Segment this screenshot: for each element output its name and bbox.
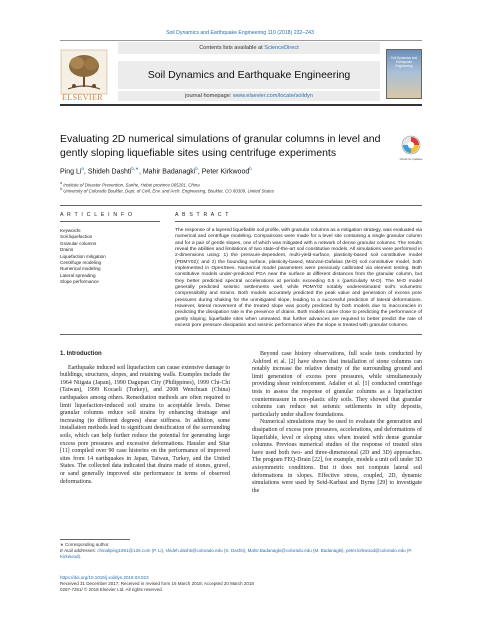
author-name[interactable]: Ping Li xyxy=(60,168,82,176)
abstract-text: The response of a layered liquefiable soil profile, with granular columns as a mitigation strategy, was evaluated via numerical and centrifuge modeling. Comparisons were made for a level site containing a single granular column and for a pair of gentle slopes, one of which was mitigated with a network of dense granular columns. The results reveal the abilities and limitations of two state-of-the-art soil constitutive models. All simulations were performed in 2-dimensions using: 1) the pressure-dependent, multi-yield-surface, plasticity-based soil constitutive model (PDMY02); and 2) the bounding surface, plasticity-based, Manzari-Dafalias (M-D) soil constitutive model, both implemented in OpenSees. Numerical model parameters were previously calibrated via element testing. Both constitutive models under-predicted PGA near the surface at different distances from the granular column, but they better predicted spectral accelerations at periods exceeding 0.5 s (particularly M-D). The M-D model generally predicted seismic settlements well, while PDMY02 notably underestimated soil's volumetric compressibility and strains. Both models accurately predicted the peak value and generation of excess pore pressures during shaking for the unmitigated slope, leading to a successful prediction of lateral deformations. However, lateral movement of the treated slope was poorly predicted by both models due to inaccuracies in predicting the dissipation rate in the presence of drains. Both models came close to predicting the performance of gently sloping, liquefiable sites when untreated. But further advances are required to better predict the rate of excess pore pressure dissipation and seismic performance when the slope is treated with granular columns. xyxy=(175,228,422,329)
keyword: Liquefaction mitigation xyxy=(60,253,106,259)
crossmark-icon[interactable] xyxy=(401,135,421,157)
journal-homepage xyxy=(118,91,380,101)
body-paragraph: Earthquake induced soil liquefaction can cause extensive damage to buildings, structures, slopes, and retaining walls. Examples include the 1964 Niigata (Japan), 1990 Dagupan City (Philippines), 1999 Chi-Chi (Taiwan), 1999 Kocaeli (Turkey), and 2008 Wenchuan (China) earthquakes among others. Remediation methods are often required to limit liquefaction-induced soil strains to acceptable levels. Dense granular columns reduce soil strains by enhancing drainage and increasing (to different degrees) shear stiffness. In addition, some installation methods lead to significant densification of the surrounding soils, which can help further reduce the potential for generating large excess pore pressures and excessive deformations. Hausler and Sitar [11] compiled over 90 case histories on the performance of improved sites from 14 earthquakes in Japan, Taiwan, Turkey, and the United States. The collected data indicated that drains made of stones, gravel, or sand generally improved site performance in terms of observed deformations. xyxy=(60,364,230,485)
keyword: Lateral spreading xyxy=(60,272,96,278)
journal-header xyxy=(60,40,422,102)
body-column-right xyxy=(252,351,422,495)
keyword: Granular columns xyxy=(60,240,97,246)
affiliation-b xyxy=(60,187,422,193)
keywords-label: Keywords: xyxy=(60,228,82,233)
journal-reference[interactable]: Soil Dynamics and Earthquake Engineering 110 (2018) 232–243 xyxy=(166,30,314,36)
keyword: Centrifuge modeling xyxy=(60,260,102,266)
author-affiliation-marker: b,∗ xyxy=(131,166,139,171)
article-info-rule xyxy=(60,221,160,222)
article-info-heading: A R T I C L E I N F O xyxy=(60,212,134,218)
author-name[interactable]: Peter Kirkwood xyxy=(201,168,250,176)
affiliation-text: University of Colorado Boulder, Dept. of Civil, Env. and Arch. Engineering, Boulder, CO 80309, United States xyxy=(63,188,274,194)
footnote-rule xyxy=(60,539,130,540)
keyword: Soil liquefaction xyxy=(60,234,93,240)
sciencedirect-link[interactable]: ScienceDirect xyxy=(264,45,299,51)
article-history xyxy=(60,575,422,594)
author-affiliation-marker: b xyxy=(195,166,198,171)
abstract-heading: A B S T R A C T xyxy=(175,212,230,218)
body-paragraph: Beyond case history observations, full scale tests conducted by Ashford et al. [2] have shown that installation of stone columns can notably increase the relative density of the surrounding ground and limit generation of excess pore pressures, while simultaneously providing shear reinforcement. Adalier et al. [1] conducted centrifuge tests to assess the response of granular columns as a liquefaction countermeasure in non-plastic silty soils. They showed that granular columns can reduce net seismic settlements in silty deposits, particularly under shallow foundations. xyxy=(252,351,422,418)
section-divider xyxy=(60,205,422,206)
contents-band xyxy=(118,42,380,54)
email-addresses xyxy=(60,548,422,560)
email-links[interactable]: chinaliping1981@126.com (P. Li), shideh.dashti@colorado.edu (S. Dashti), Mahir.Badanagki@colorado.edu (M. Badanagki), peter.kirkwood@colorado.edu (P. Kirkwood). xyxy=(60,548,413,560)
homepage-prefix: journal homepage: xyxy=(185,93,233,99)
affiliation-marker: a xyxy=(60,181,63,185)
author-name[interactable]: Shideh Dashti xyxy=(87,168,132,176)
body-column-left xyxy=(60,351,230,486)
elsevier-tree-logo-icon xyxy=(60,49,108,95)
doi-link[interactable]: https://doi.org/10.1016/j.soildyn.2018.03.023 xyxy=(60,575,149,580)
copyright-notice: 0267-7261/ © 2018 Elsevier Ltd. All rights reserved. xyxy=(60,587,163,593)
affiliation-text: Institute of Disaster Prevention, Sanhe, Hebei province 065201, China xyxy=(63,182,200,188)
abstract-rule xyxy=(175,221,422,222)
publisher-name: ELSEVIER xyxy=(62,93,103,102)
journal-title[interactable]: Soil Dynamics and Earthquake Engineering xyxy=(118,61,380,89)
keyword: Drains xyxy=(60,247,74,253)
cover-title: Soil Dynamics and Earthquake Engineering xyxy=(390,56,418,68)
header-divider xyxy=(60,104,422,106)
affiliation-marker: b xyxy=(60,187,63,191)
body-paragraph: Numerical simulations may be used to evaluate the generation and dissipation of excess pore pressures, accelerations, and deformations of liquefiable, level or sloping sites when treated with dense granular columns. Previous numerical studies of the response of treated sites have used both two- and three-dimensional (2D and 3D) approaches. The program FEQ-Drain [22], for example, models a unit cell under 3D axisymmetric conditions. But it does not compute lateral soil deformations in slopes. Effective stress, coupled, 2D, dynamic simulations were used by Seid-Karbasi and Byrne [29] to investigate the xyxy=(252,419,422,494)
homepage-link[interactable]: www.elsevier.com/locate/soildyn xyxy=(233,93,313,99)
body-divider xyxy=(60,334,422,335)
author-name[interactable]: Mahir Badanagki xyxy=(142,168,196,176)
email-label: E-mail addresses: xyxy=(60,548,98,554)
corresponding-author-note: ∗ Corresponding author. xyxy=(60,542,110,547)
article-title: Evaluating 2D numerical simulations of granular columns in level and gently sloping liquefiable sites using centrifuge experiments xyxy=(60,133,381,159)
footnotes xyxy=(60,542,422,561)
author-affiliation-marker: b xyxy=(249,166,252,171)
crossmark-label: Check for updates xyxy=(399,157,423,161)
author-affiliation-marker: a xyxy=(81,166,84,171)
keywords-list xyxy=(60,228,160,286)
contents-prefix: Contents lists available at xyxy=(199,45,265,51)
received-dates: Received 31 December 2017; Received in revised form 16 March 2018; Accepted 20 March 2018 xyxy=(60,581,254,587)
author-list: Ping Li$^a$, Shideh Dashti$^{b,∗}$, Mahir Badanagki$^b$, Peter Kirkwood$^b$ xyxy=(60,166,252,176)
introduction-heading: 1. Introduction xyxy=(60,351,102,357)
journal-cover-thumbnail xyxy=(386,49,422,99)
keyword: Slope performance xyxy=(60,279,99,285)
keyword: Numerical modeling xyxy=(60,266,101,272)
